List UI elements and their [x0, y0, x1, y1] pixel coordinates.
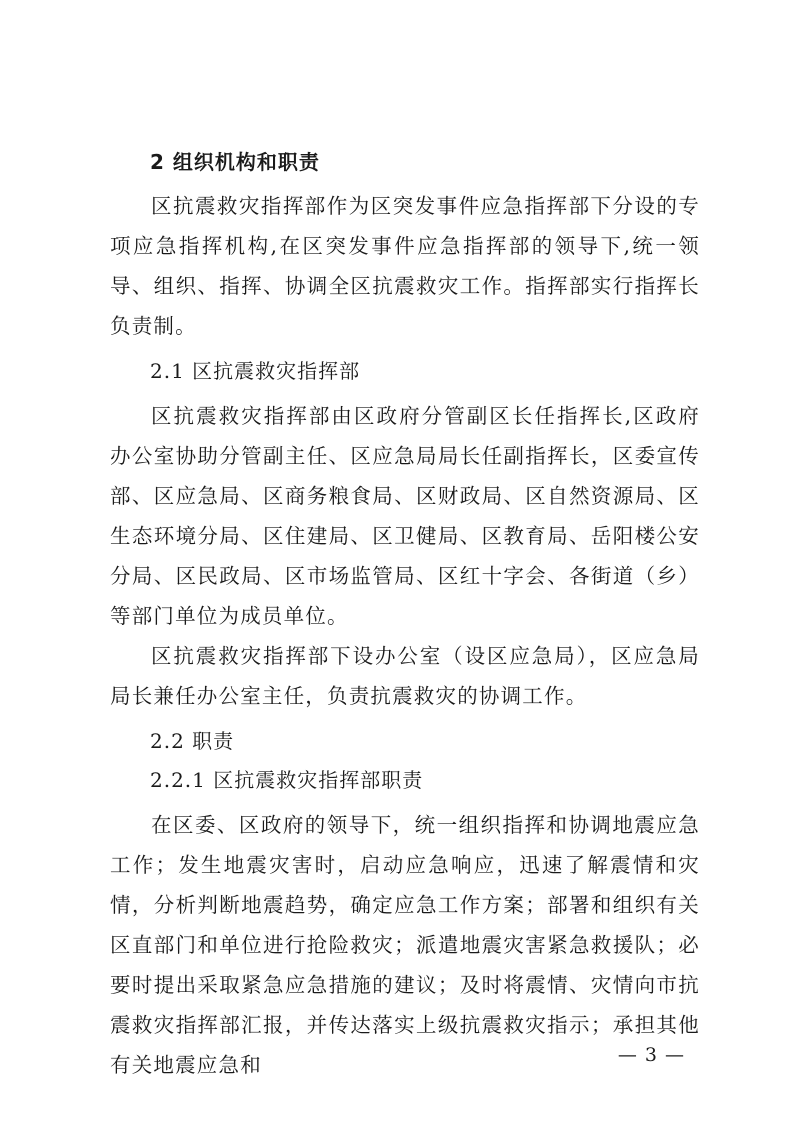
page-number: — 3 —: [617, 1044, 685, 1066]
subsection-2-2-heading: 2.2 职责: [150, 729, 235, 753]
subsection-2-1-heading: 2.1 区抗震救灾指挥部: [150, 359, 361, 383]
section-intro-paragraph: 区抗震救灾指挥部作为区突发事件应急指挥部下分设的专项应急指挥机构,在区突发事件应急指挥部的领导下,统一领导、组织、指挥、协调全区抗震救灾工作。指挥部实行指挥长负责制。: [110, 194, 700, 338]
document-body: [110, 148, 700, 1085]
subsection-2-2-1-heading: 2.2.1 区抗震救灾指挥部职责: [150, 768, 424, 792]
subsection-2-2-1-paragraph: 在区委、区政府的领导下，统一组织指挥和协调地震应急工作；发生地震灾害时，启动应急响应，迅速了解震情和灾情，分析判断地震趋势，确定应急工作方案；部署和组织有关区直部门和单位进行抢险救灾；派遣地震灾害紧急救援队；必要时提出采取紧急应急措施的建议；及时将震情、灾情向市抗震救灾指挥部汇报，并传达落实上级抗震救灾指示；承担其他有关地震应急和: [110, 813, 700, 1077]
subsection-2-1-paragraph-1: 区抗震救灾指挥部由区政府分管副区长任指挥长,区政府办公室协助分管副主任、区应急局局长任副指挥长，区委宣传部、区应急局、区商务粮食局、区财政局、区自然资源局、区生态环境分局、区住建局、区卫健局、区教育局、岳阳楼公安分局、区民政局、区市场监管局、区红十字会、各街道（乡）等部门单位为成员单位。: [110, 404, 700, 628]
subsection-2-1-paragraph-2: 区抗震救灾指挥部下设办公室（设区应急局），区应急局局长兼任办公室主任，负责抗震救灾的协调工作。: [110, 644, 700, 708]
section-heading: 2 组织机构和职责: [150, 150, 320, 174]
